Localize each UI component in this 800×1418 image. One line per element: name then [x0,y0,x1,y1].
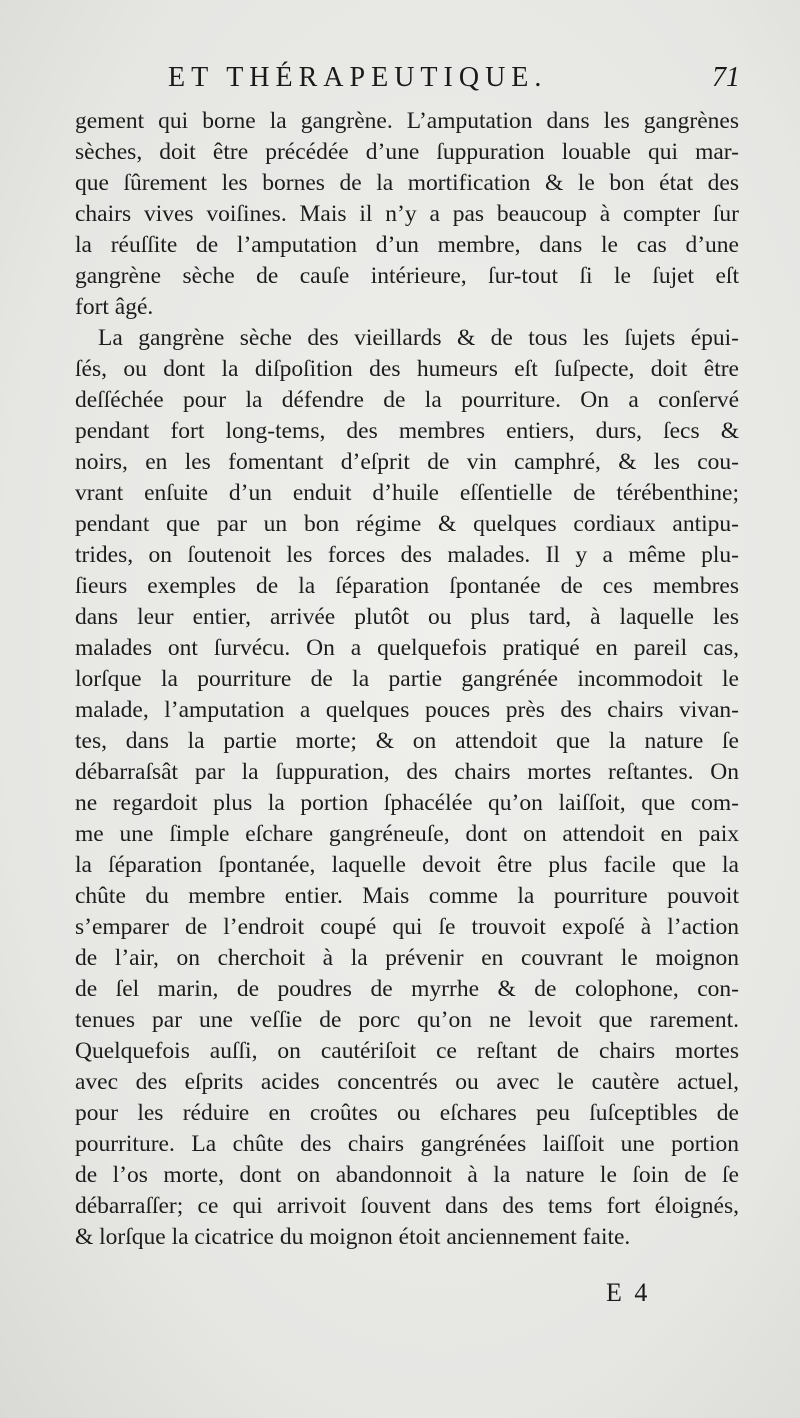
text-line: pour les réduire en croûtes ou eſchares peu ſuſceptibles de [75,1100,739,1126]
text-line: vrant enſuite d’un enduit d’huile eſſentielle de térébenthine; [75,480,739,506]
page-header [0,58,800,98]
text-line: lorſque la pourriture de la partie gangrénée incommodoit le [75,666,739,692]
running-head: ET THÉRAPEUTIQUE. [168,62,548,93]
text-line: avec des eſprits acides concentrés ou avec le cautère actuel, [75,1069,739,1095]
text-line: de l’os morte, dont on abandonnoit à la nature le ſoin de ſe [75,1162,739,1188]
text-line: pourriture. La chûte des chairs gangrénées laiſſoit une portion [75,1131,739,1157]
body-text [75,106,739,1253]
text-line: débarraſsât par la ſuppuration, des chairs mortes reſtantes. On [75,759,739,785]
text-line: sèches, doit être précédée d’une ſuppuration louable qui mar- [75,139,739,165]
text-line: pendant fort long-tems, des membres entiers, durs, ſecs & [75,418,739,444]
text-line: débarraſſer; ce qui arrivoit ſouvent dans des tems fort éloignés, [75,1193,739,1219]
text-line: tes, dans la partie morte; & on attendoit que la nature ſe [75,728,739,754]
text-line: ſieurs exemples de la ſéparation ſpontanée de ces membres [75,573,739,599]
text-line: gangrène sèche de cauſe intérieure, ſur-tout ſi le ſujet eſt [75,263,739,289]
text-line: ne regardoit plus la portion ſphacélée qu’on laiſſoit, que com- [75,790,739,816]
text-line: Quelquefois auſſi, on cautériſoit ce reſtant de chairs mortes [75,1038,739,1064]
paragraph [75,323,739,1253]
signature-mark: E 4 [606,1278,651,1307]
text-line: chairs vives voiſines. Mais il n’y a pas beaucoup à compter ſur [75,201,739,227]
text-line: me une ſimple eſchare gangréneuſe, dont on attendoit en paix [75,821,739,847]
text-line: malades ont ſurvécu. On a quelquefois pratiqué en pareil cas, [75,635,739,661]
paragraph [75,106,739,323]
text-line: gement qui borne la gangrène. L’amputation dans les gangrènes [75,108,739,134]
text-line: noirs, en les fomentant d’eſprit de vin camphré, & les cou- [75,449,739,475]
text-line: la ſéparation ſpontanée, laquelle devoit être plus facile que la [75,852,739,878]
text-line: de ſel marin, de poudres de myrrhe & de colophone, con- [75,976,739,1002]
text-line: fort âgé. [75,294,154,320]
page-number: 71 [712,62,740,93]
text-line: dans leur entier, arrivée plutôt ou plus tard, à laquelle les [75,604,739,630]
text-line: & lorſque la cicatrice du moignon étoit anciennement faite. [75,1224,631,1250]
text-line: de l’air, on cherchoit à la prévenir en couvrant le moignon [75,945,739,971]
text-line: trides, on ſoutenoit les forces des malades. Il y a même plu- [75,542,739,568]
text-line: la réuſſite de l’amputation d’un membre, dans le cas d’une [75,232,739,258]
text-line: que ſûrement les bornes de la mortification & le bon état des [75,170,739,196]
text-line: pendant que par un bon régime & quelques cordiaux antipu- [75,511,739,537]
text-line: deſſéchée pour la défendre de la pourriture. On a conſervé [75,387,739,413]
text-line: ſés, ou dont la diſpoſition des humeurs eſt ſuſpecte, doit être [75,356,739,382]
text-line: chûte du membre entier. Mais comme la pourriture pouvoit [75,883,739,909]
text-line: tenues par une veſſie de porc qu’on ne levoit que rarement. [75,1007,739,1033]
text-line: La gangrène sèche des vieillards & de tous les ſujets épui- [98,325,739,351]
text-line: s’emparer de l’endroit coupé qui ſe trouvoit expoſé à l’action [75,914,739,940]
text-line: malade, l’amputation a quelques pouces près des chairs vivan- [75,697,739,723]
